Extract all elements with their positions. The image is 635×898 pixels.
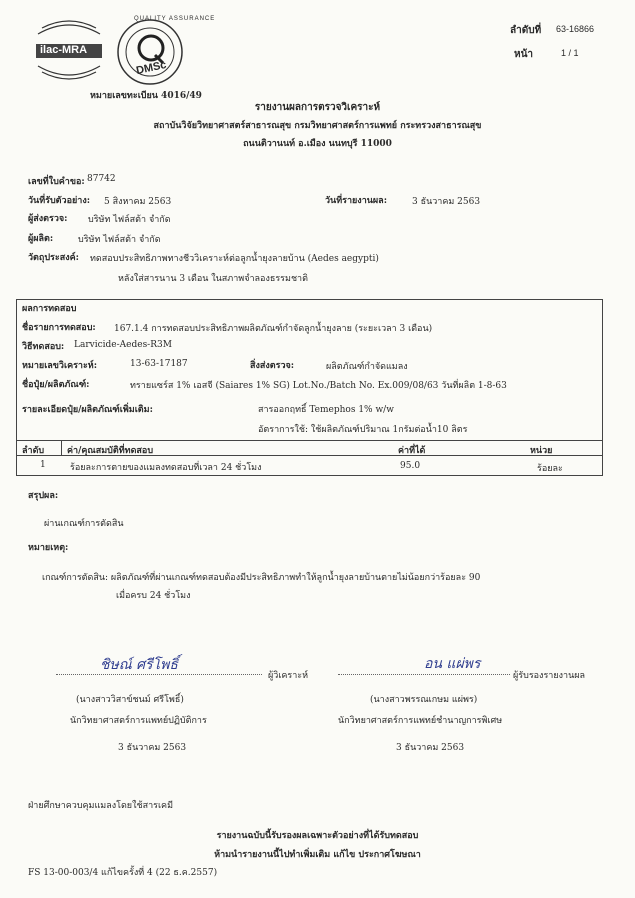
purpose-line-1: ทดสอบประสิทธิภาพทางชีววิเคราะห์ต่อลูกน้ำยุงลายบ้าน (Aedes aegypti): [90, 254, 379, 264]
dmsc-quality-logo: [112, 14, 216, 88]
ilac-mra-text: ilac-MRA: [40, 44, 88, 56]
product-value: ทรายแซร์ส 1% เอสจี (Saiares 1% SG) Lot.No./Batch No. Ex.009/08/63 วันที่ผลิต 1-8-63: [130, 381, 507, 391]
sender-value: บริษัท ไฟล์สต้า จำกัด: [88, 215, 171, 225]
certifier-name: (นางสาวพรรณเกษม แผ่พร): [370, 695, 478, 705]
summary-label: สรุปผล:: [28, 491, 59, 501]
detail-line-2: อัตราการใช้: ใช้ผลิตภัณฑ์ปริมาณ 1กรัมต่อน้ำ10 ลิตร: [258, 425, 468, 435]
analyst-signature: ชิษณ์ ศรีโพธิ์: [100, 657, 178, 673]
report-date-value: 3 ธันวาคม 2563: [412, 197, 481, 207]
analyst-role: ผู้วิเคราะห์: [268, 671, 309, 681]
item-label: สิ่งส่งตรวจ:: [250, 361, 295, 371]
method-value: Larvicide-Aedes-R3M: [74, 340, 172, 350]
analyst-name: (นางสาววิสาข์ชนม์ ศรีโพธิ์): [76, 695, 184, 705]
receipt-label: เลขที่ใบคำขอ:: [28, 177, 85, 187]
received-date-label: วันที่รับตัวอย่าง:: [28, 196, 91, 206]
analyst-position: นักวิทยาศาสตร์การแพทย์ปฏิบัติการ: [70, 716, 207, 726]
department-name: ฝ่ายศึกษาควบคุมแมลงโดยใช้สารเคมี: [28, 801, 173, 811]
product-label: ชื่อปุ๋ย/ผลิตภัณฑ์:: [22, 380, 90, 390]
test-name-label: ชื่อรายการทดสอบ:: [22, 323, 96, 333]
table-row-1-no: 1: [40, 460, 46, 470]
detail-line-1: สารออกฤทธิ์ Temephos 1% w/w: [258, 405, 394, 415]
institute-address: ถนนติวานนท์ อ.เมือง นนทบุรี 11000: [243, 139, 392, 149]
seq-value: 63-16866: [556, 24, 595, 34]
maker-value: บริษัท ไฟล์สต้า จำกัด: [78, 235, 161, 245]
table-header-value: ค่าที่ได้: [398, 446, 426, 456]
dmsc-text: DMSc: [135, 58, 168, 78]
receipt-value: 87742: [87, 174, 116, 184]
table-top-line: [16, 440, 603, 441]
footer-note-2: ห้ามนำรายงานนี้ไปทำเพิ่มเติม แก้ไข ประกาศโฆษณา: [214, 850, 421, 860]
form-code: FS 13-00-003/4 แก้ไขครั้งที่ 4 (22 ธ.ค.2557): [28, 868, 218, 878]
page-value: 1 / 1: [561, 48, 579, 58]
remark-line-2: เมื่อครบ 24 ชั่วโมง: [116, 591, 191, 601]
purpose-line-2: หลังใส่สารนาน 3 เดือน ในสภาพจำลองธรรมชาติ: [118, 274, 308, 284]
table-row-1-value: 95.0: [400, 461, 421, 471]
received-date-value: 5 สิงหาคม 2563: [104, 197, 172, 207]
certifier-sign-line: [338, 674, 510, 675]
test-name-value: 167.1.4 การทดสอบประสิทธิภาพผลิตภัณฑ์กำจัดลูกน้ำยุงลาย (ระยะเวลา 3 เดือน): [114, 324, 433, 334]
certifier-role: ผู้รับรองรายงานผล: [513, 671, 586, 681]
table-header-unit: หน่วย: [530, 446, 553, 456]
item-value: ผลิตภัณฑ์กำจัดแมลง: [326, 362, 408, 372]
seq-label: ลำดับที่: [510, 25, 542, 36]
page-label: หน้า: [514, 49, 534, 60]
table-row-1-unit: ร้อยละ: [537, 464, 563, 474]
method-label: วิธีทดสอบ:: [22, 342, 65, 352]
registration-number: หมายเลขทะเบียน 4016/49: [90, 91, 202, 101]
report-date-label: วันที่รายงานผล:: [325, 196, 388, 206]
certifier-signature: อน แผ่พร: [424, 656, 481, 672]
table-header-param: ค่า/คุณสมบัติที่ทดสอบ: [67, 446, 154, 456]
analyst-date: 3 ธันวาคม 2563: [118, 743, 187, 753]
remark-label: หมายเหตุ:: [28, 543, 69, 553]
table-col-divider: [61, 440, 62, 455]
summary-value: ผ่านเกณฑ์การตัดสิน: [44, 519, 124, 529]
report-title: รายงานผลการตรวจวิเคราะห์: [254, 102, 381, 113]
institute-name: สถาบันวิจัยวิทยาศาสตร์สาธารณสุข กรมวิทยาศาสตร์การแพทย์ กระทรวงสาธารณสุข: [153, 121, 482, 131]
ilac-mra-logo: [34, 20, 104, 82]
maker-label: ผู้ผลิต:: [28, 234, 54, 244]
purpose-label: วัตถุประสงค์:: [28, 253, 79, 263]
table-row-1-param: ร้อยละการตายของแมลงทดสอบที่เวลา 24 ชั่วโมง: [70, 463, 262, 473]
results-section-title: ผลการทดสอบ: [22, 304, 77, 314]
table-header-no: ลำดับ: [22, 446, 45, 456]
certifier-position: นักวิทยาศาสตร์การแพทย์ชำนาญการพิเศษ: [338, 716, 503, 726]
certifier-date: 3 ธันวาคม 2563: [396, 743, 465, 753]
detail-label: รายละเอียดปุ๋ย/ผลิตภัณฑ์เพิ่มเติม:: [22, 405, 153, 415]
ring-text: QUALITY ASSURANCE: [134, 16, 216, 22]
footer-note-1: รายงานฉบับนี้รับรองผลเฉพาะตัวอย่างที่ได้รับทดสอบ: [216, 831, 419, 841]
sender-label: ผู้ส่งตรวจ:: [28, 214, 68, 224]
analysis-number-label: หมายเลขวิเคราะห์:: [22, 361, 98, 371]
remark-line-1: เกณฑ์การตัดสิน: ผลิตภัณฑ์ที่ผ่านเกณฑ์ทดสอบต้องมีประสิทธิภาพทำให้ลูกน้ำยุงลายบ้านตายไม่น้อยกว่าร้อยละ 90: [42, 573, 481, 583]
analyst-sign-line: [56, 674, 262, 675]
analysis-number-value: 13-63-17187: [130, 359, 188, 369]
